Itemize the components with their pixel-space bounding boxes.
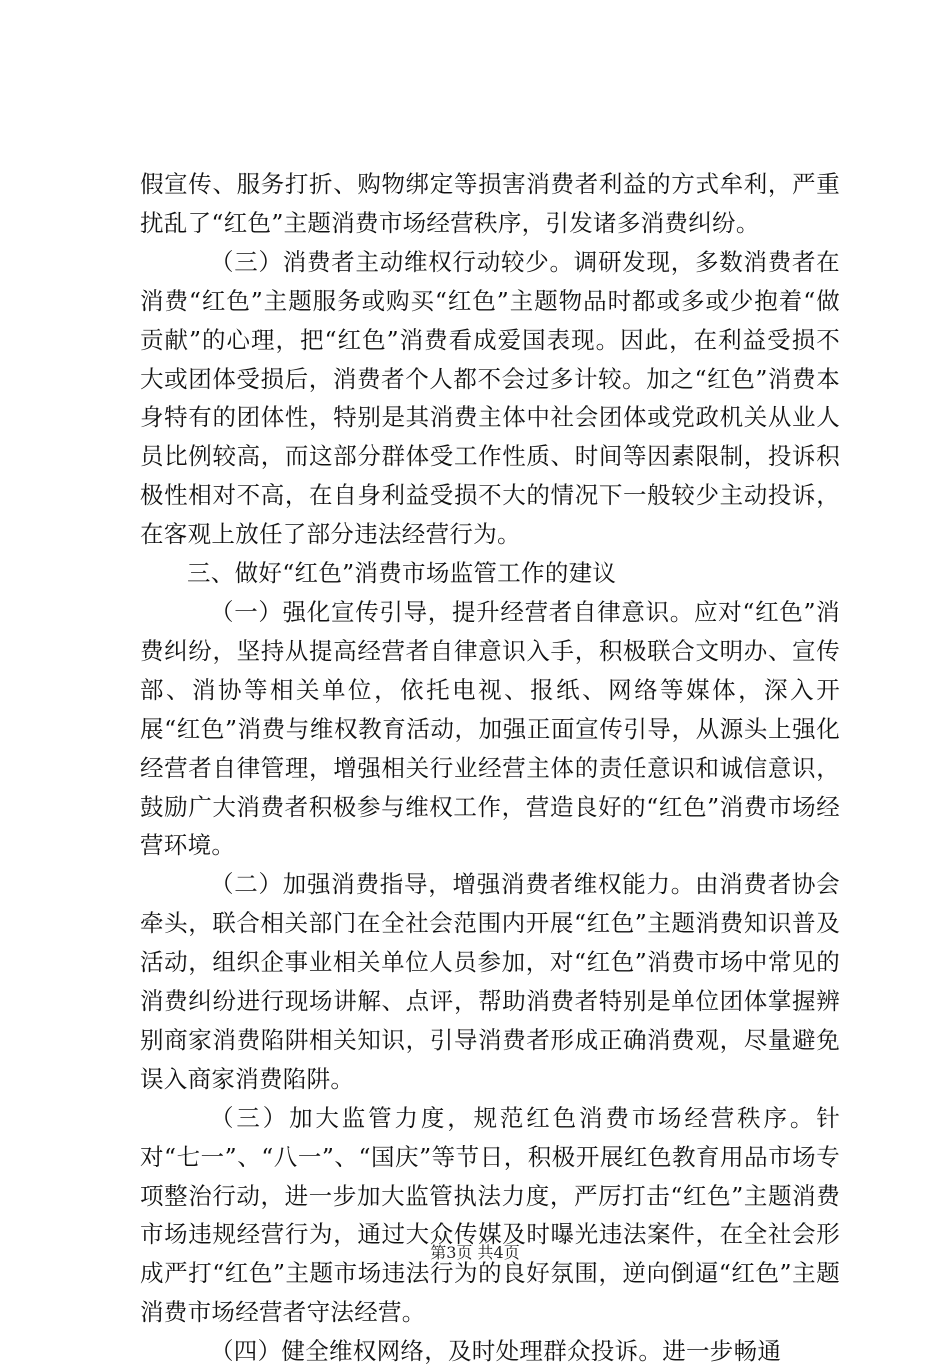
- paragraph-continuation: 假宣传、服务打折、购物绑定等损害消费者利益的方式牟利，严重扰乱了“红色”主题消费市场经营秩序，引发诸多消费纠纷。: [140, 170, 840, 237]
- page-number-footer: 第3页 共4页: [430, 1243, 520, 1262]
- paragraph-suggestion-1: （一）强化宣传引导，提升经营者自律意识。应对“红色”消费纠纷，坚持从提高经营者自律意识入手，积极联合文明办、宣传部、消协等相关单位，依托电视、报纸、网络等媒体，深入开展“红色”消费与维权教育活动，加强正面宣传引导，从源头上强化经营者自律管理，增强相关行业经营主体的责任意识和诚信意识，鼓励广大消费者积极参与维权工作，营造良好的“红色”消费市场经营环境。: [140, 597, 840, 860]
- paragraph-suggestion-3: （三）加大监管力度，规范红色消费市场经营秩序。针对“七一”、“八一”、“国庆”等节日，积极开展红色教育用品市场专项整治行动，进一步加大监管执法力度，严厉打击“红色”主题消费市场违规经营行为，通过大众传媒及时曝光违法案件，在全社会形成严打“红色”主题市场违法行为的良好氛围，逆向倒逼“红色”主题消费市场经营者守法经营。: [140, 1103, 840, 1327]
- paragraph-suggestion-2: （二）加强消费指导，增强消费者维权能力。由消费者协会牵头，联合相关部门在全社会范围内开展“红色”主题消费知识普及活动，组织企事业相关单位人员参加，对“红色”消费市场中常见的消费纠纷进行现场讲解、点评，帮助消费者特别是单位团体掌握辨别商家消费陷阱相关知识，引导消费者形成正确消费观，尽量避免误入商家消费陷阱。: [140, 870, 840, 1093]
- document-body: [140, 165, 840, 1371]
- section-heading-suggestions: 三、做好“红色”消费市场监管工作的建议: [187, 559, 617, 588]
- paragraph-section-3-consumer-rights: （三）消费者主动维权行动较少。调研发现，多数消费者在消费“红色”主题服务或购买“红色”主题物品时都或多或少抱着“做贡献”的心理，把“红色”消费看成爱国表现。因此，在利益受损不大或团体受损后，消费者个人都不会过多计较。加之“红色”消费本身特有的团体性，特别是其消费主体中社会团体或党政机关从业人员比例较高，而这部分群体受工作性质、时间等因素限制，投诉积极性相对不高，在自身利益受损不大的情况下一般较少主动投诉，在客观上放任了部分违法经营行为。: [140, 247, 840, 549]
- paragraph-suggestion-4: （四）健全维权网络，及时处理群众投诉。进一步畅通: [210, 1337, 782, 1366]
